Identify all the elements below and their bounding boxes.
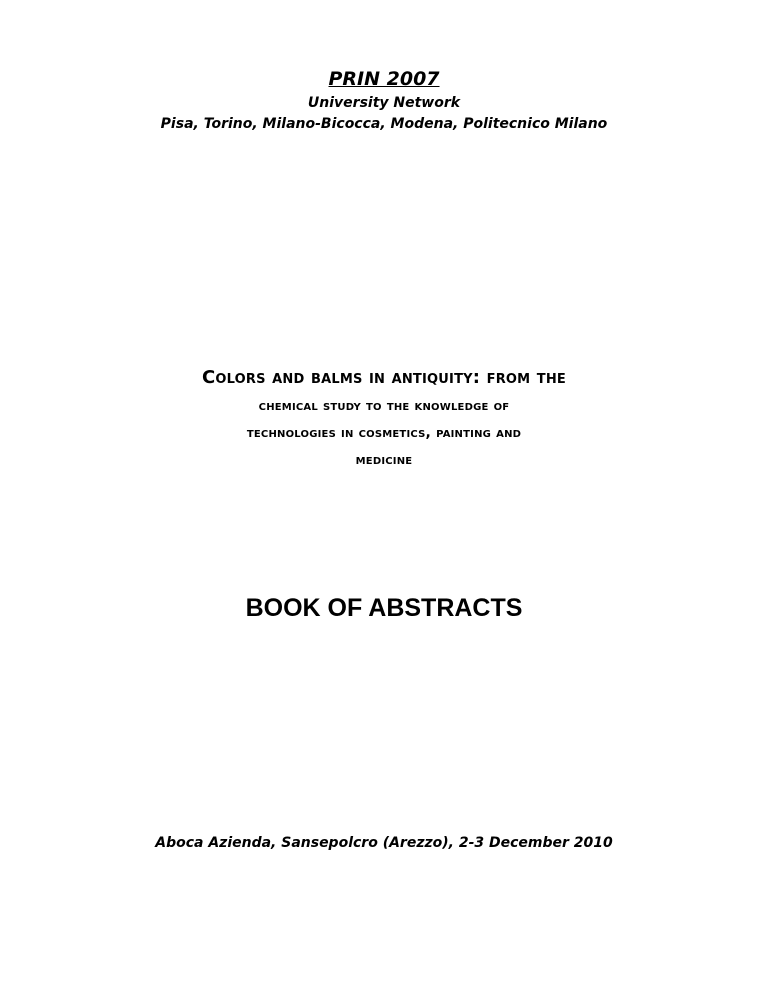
project-title-line-4: medicine	[355, 452, 413, 468]
university-list: Pisa, Torino, Milano-Bicocca, Modena, Politecnico Milano	[160, 116, 608, 132]
venue-date: Aboca Azienda, Sansepolcro (Arezzo), 2-3 December 2010	[155, 835, 613, 851]
project-title-line-1	[150, 364, 618, 393]
project-title	[150, 364, 618, 474]
project-title-line-2: chemical study to the knowledge of	[258, 398, 510, 414]
project-title-line-3: technologies in cosmetics, painting and	[246, 425, 522, 441]
network-label: University Network	[307, 95, 461, 111]
project-title-line-1-text: Colors and balms in antiquity: from the	[202, 367, 566, 388]
book-title: BOOK OF ABSTRACTS	[245, 594, 523, 622]
program-title: PRIN 2007	[328, 68, 440, 90]
